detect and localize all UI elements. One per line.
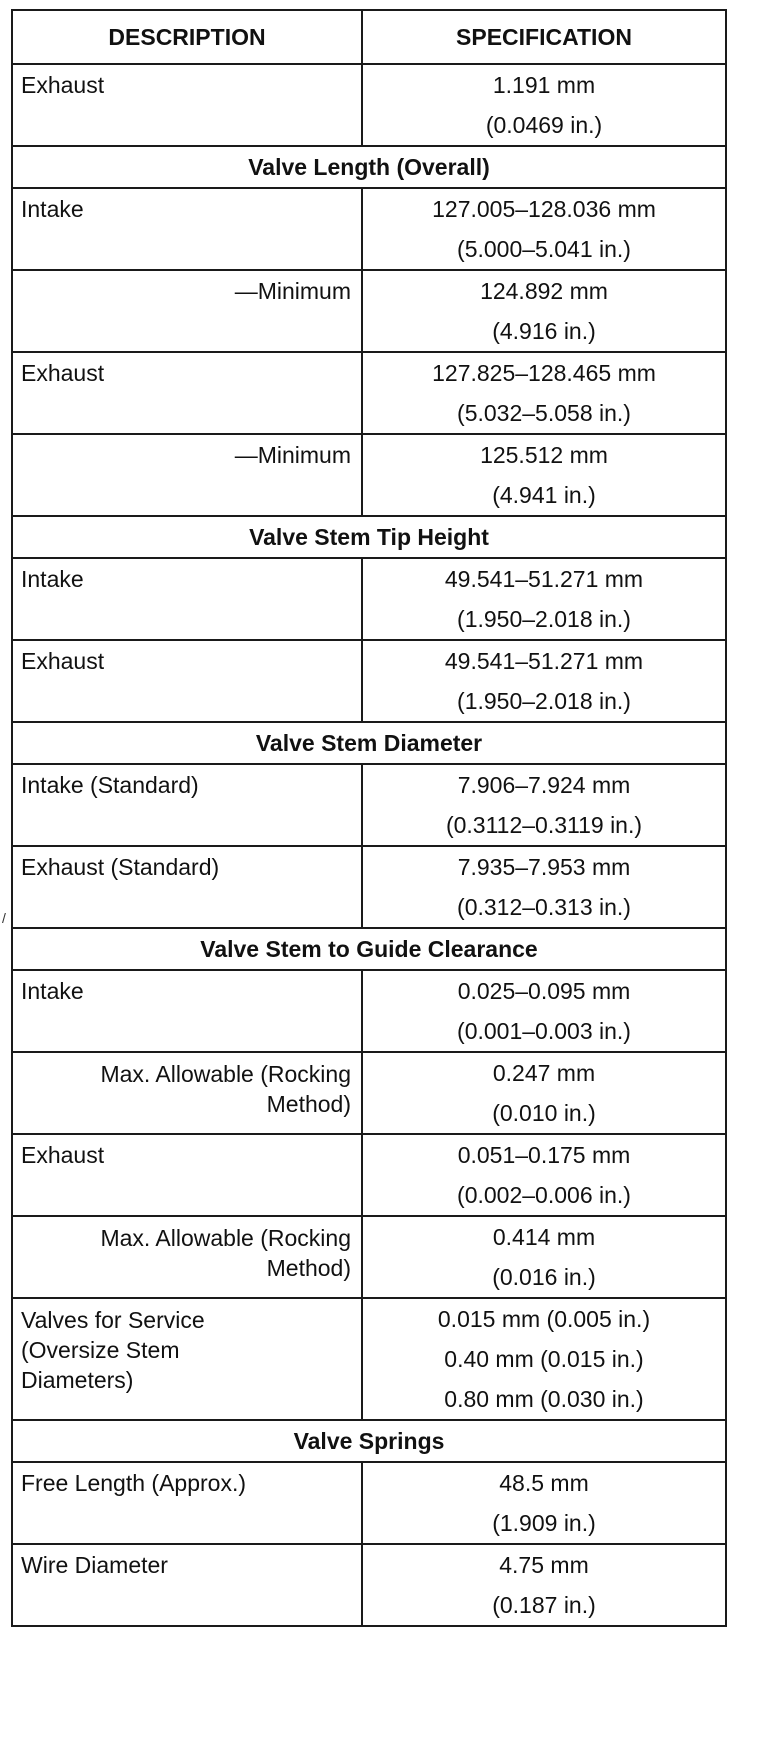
specification-cell — [362, 558, 726, 640]
description-line: Method) — [266, 1255, 351, 1281]
specification-cell — [362, 352, 726, 434]
spec-sheet — [11, 9, 725, 1627]
specification-line: (0.002–0.006 in.) — [457, 1182, 631, 1208]
specification-line: (0.001–0.003 in.) — [457, 1018, 631, 1044]
description-cell — [12, 1216, 362, 1298]
description-cell: Wire Diameter — [12, 1544, 362, 1626]
description-cell: —Minimum — [12, 434, 362, 516]
specification-line: 0.414 mm — [492, 1224, 596, 1250]
specification-line: 0.80 mm (0.030 in.) — [444, 1386, 644, 1412]
specification-cell — [362, 1052, 726, 1134]
specification-cell — [362, 970, 726, 1052]
specification-header: SPECIFICATION — [362, 10, 726, 64]
specification-line: (0.187 in.) — [492, 1592, 596, 1618]
section-title: Valve Stem Diameter — [12, 722, 726, 764]
specification-line: 0.025–0.095 mm — [457, 978, 631, 1004]
section-row — [12, 722, 726, 764]
section-title: Valve Stem to Guide Clearance — [12, 928, 726, 970]
table-row — [12, 640, 726, 722]
specification-cell — [362, 434, 726, 516]
specification-line: 125.512 mm — [480, 442, 608, 468]
description-cell: Exhaust — [12, 1134, 362, 1216]
specification-cell — [362, 1216, 726, 1298]
specification-line: (1.909 in.) — [492, 1510, 596, 1536]
table-row — [12, 558, 726, 640]
specification-line: (1.950–2.018 in.) — [457, 606, 631, 632]
specification-line: (0.010 in.) — [492, 1100, 596, 1126]
table-row — [12, 1544, 726, 1626]
description-cell: Exhaust — [12, 640, 362, 722]
section-row — [12, 928, 726, 970]
description-cell: —Minimum — [12, 270, 362, 352]
specification-cell — [362, 764, 726, 846]
description-line: Diameters) — [21, 1367, 134, 1393]
specification-line: (1.950–2.018 in.) — [457, 688, 631, 714]
description-line: Valves for Service — [21, 1307, 205, 1333]
section-row — [12, 1420, 726, 1462]
description-header: DESCRIPTION — [12, 10, 362, 64]
description-line: Max. Allowable (Rocking — [100, 1061, 351, 1087]
table-row — [12, 1298, 726, 1420]
table-row — [12, 1052, 726, 1134]
table-row — [12, 64, 726, 146]
specification-line: (0.3112–0.3119 in.) — [445, 812, 643, 838]
description-cell: Intake — [12, 970, 362, 1052]
description-cell — [12, 1298, 362, 1420]
table-row — [12, 1134, 726, 1216]
specification-line: (0.0469 in.) — [485, 112, 603, 138]
section-row — [12, 146, 726, 188]
specification-line: 0.015 mm (0.005 in.) — [437, 1306, 651, 1332]
specification-line: (0.016 in.) — [492, 1264, 596, 1290]
specification-cell — [362, 1134, 726, 1216]
specification-line: 49.541–51.271 mm — [444, 566, 644, 592]
stray-mark: / — [2, 910, 6, 926]
spec-table — [11, 9, 727, 1627]
specification-cell — [362, 640, 726, 722]
specification-line: 127.825–128.465 mm — [432, 360, 656, 386]
specification-line: 127.005–128.036 mm — [432, 196, 656, 222]
specification-line: (5.000–5.041 in.) — [457, 236, 631, 262]
table-row — [12, 846, 726, 928]
specification-line: (4.941 in.) — [492, 482, 596, 508]
specification-line: 7.906–7.924 mm — [457, 772, 631, 798]
specification-line: (5.032–5.058 in.) — [457, 400, 631, 426]
specification-cell — [362, 270, 726, 352]
specification-cell — [362, 1544, 726, 1626]
specification-cell — [362, 188, 726, 270]
specification-line: 0.247 mm — [492, 1060, 596, 1086]
description-cell: Intake — [12, 188, 362, 270]
specification-line: (4.916 in.) — [492, 318, 596, 344]
specification-line: 1.191 mm — [492, 72, 596, 98]
specification-cell — [362, 846, 726, 928]
description-cell: Intake — [12, 558, 362, 640]
table-row — [12, 1216, 726, 1298]
table-row — [12, 352, 726, 434]
description-line: (Oversize Stem — [21, 1337, 180, 1363]
specification-cell — [362, 64, 726, 146]
table-row — [12, 970, 726, 1052]
section-title: Valve Springs — [12, 1420, 726, 1462]
description-cell — [12, 1052, 362, 1134]
table-row — [12, 270, 726, 352]
header-row — [12, 10, 726, 64]
specification-line: 7.935–7.953 mm — [457, 854, 631, 880]
specification-line: (0.312–0.313 in.) — [457, 894, 631, 920]
description-line: Method) — [266, 1091, 351, 1117]
specification-line: 48.5 mm — [499, 1470, 589, 1496]
table-row — [12, 764, 726, 846]
specification-line: 124.892 mm — [480, 278, 608, 304]
description-cell: Exhaust — [12, 352, 362, 434]
specification-line: 4.75 mm — [499, 1552, 589, 1578]
description-cell: Exhaust (Standard) — [12, 846, 362, 928]
specification-line: 0.40 mm (0.015 in.) — [444, 1346, 644, 1372]
table-row — [12, 188, 726, 270]
description-cell: Intake (Standard) — [12, 764, 362, 846]
specification-cell — [362, 1298, 726, 1420]
table-row — [12, 434, 726, 516]
description-cell: Free Length (Approx.) — [12, 1462, 362, 1544]
section-title: Valve Stem Tip Height — [12, 516, 726, 558]
section-row — [12, 516, 726, 558]
specification-line: 0.051–0.175 mm — [457, 1142, 631, 1168]
table-row — [12, 1462, 726, 1544]
section-title: Valve Length (Overall) — [12, 146, 726, 188]
table-body — [12, 64, 726, 1626]
description-line: Max. Allowable (Rocking — [100, 1225, 351, 1251]
specification-line: 49.541–51.271 mm — [444, 648, 644, 674]
description-cell: Exhaust — [12, 64, 362, 146]
specification-cell — [362, 1462, 726, 1544]
